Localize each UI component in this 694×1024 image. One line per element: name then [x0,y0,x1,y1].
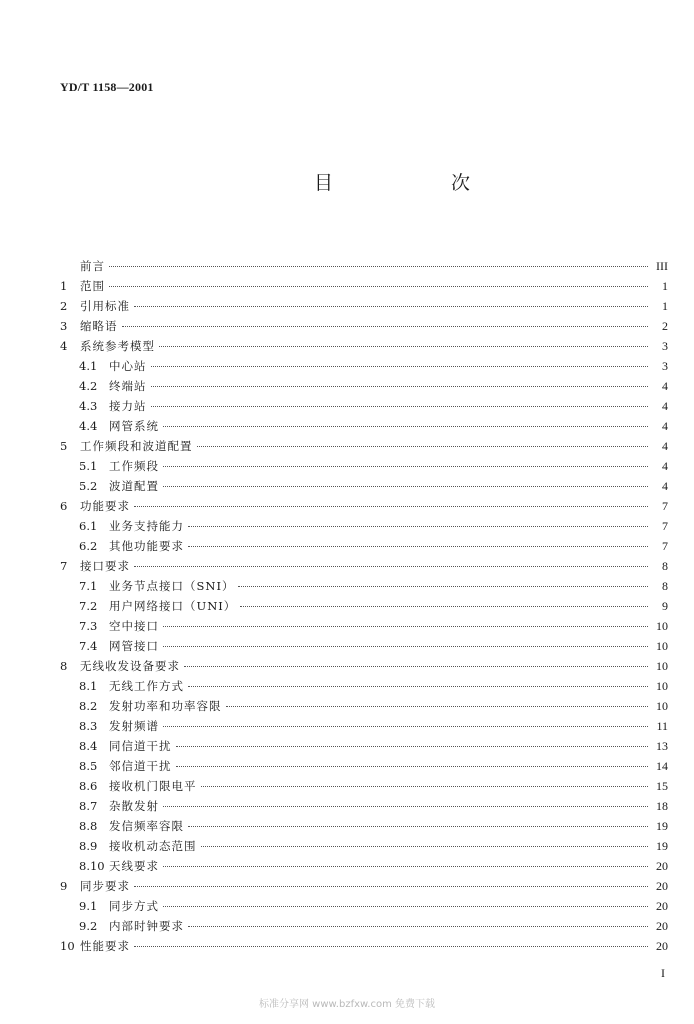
toc-entry-label: 同信道干扰 [109,739,172,753]
toc-entry-label: 工作频段 [109,459,159,473]
toc-entry-label: 天线要求 [109,859,159,873]
toc-entry-label: 网管系统 [109,419,159,433]
dot-leader [163,806,648,807]
toc-entry-label: 接收机动态范围 [109,839,197,853]
toc-entry-number: 10 [60,939,75,953]
toc-entry-number: 8.8 [79,819,98,833]
document-code: YD/T 1158—2001 [60,80,154,94]
dot-leader [176,766,649,767]
toc-entry-page: 19 [656,839,668,853]
toc-entry-number: 1 [60,279,68,293]
toc-entry-page: 20 [656,859,668,873]
dot-leader [226,706,649,707]
dot-leader [109,266,648,267]
dot-leader [134,566,648,567]
toc-entry[interactable] [60,298,668,318]
toc-entry-page: 10 [656,639,668,653]
toc-entry-label: 同步要求 [80,879,130,893]
toc-entry-label: 接力站 [109,399,147,413]
toc-entry[interactable] [60,258,668,278]
toc-entry-page: 20 [656,879,668,893]
toc-entry-label: 空中接口 [109,619,159,633]
toc-entry-label: 同步方式 [109,899,159,913]
dot-leader [109,286,648,287]
table-of-contents [60,258,668,958]
toc-entry-number: 4.1 [79,359,98,373]
toc-entry-number: 8.7 [79,799,98,813]
toc-entry-label: 终端站 [109,379,147,393]
toc-entry-number: 6.2 [79,539,98,553]
dot-leader [163,466,648,467]
dot-leader [176,746,649,747]
toc-entry-number: 5 [60,439,68,453]
toc-entry-label: 发射功率和功率容限 [109,699,222,713]
dot-leader [122,326,649,327]
toc-entry-page: 3 [662,339,668,353]
toc-entry-number: 4.4 [79,419,98,433]
toc-entry-page: III [656,259,668,273]
toc-entry-label: 波道配置 [109,479,159,493]
page-number: I [661,966,665,980]
toc-entry-page: 10 [656,679,668,693]
toc-entry-label: 网管接口 [109,639,159,653]
toc-entry-number: 8.10 [79,859,105,873]
toc-entry-label: 范围 [80,279,105,293]
toc-entry-number: 8.3 [79,719,98,733]
toc-entry[interactable] [60,358,668,378]
dot-leader [163,646,648,647]
toc-entry-number: 6 [60,499,68,513]
toc-entry[interactable] [60,818,668,838]
toc-entry-page: 4 [662,479,668,493]
dot-leader [151,386,649,387]
toc-entry[interactable] [60,798,668,818]
dot-leader [197,446,649,447]
toc-entry[interactable] [60,338,668,358]
toc-entry-label: 发射频谱 [109,719,159,733]
dot-leader [163,626,648,627]
toc-entry-page: 8 [662,559,668,573]
dot-leader [201,786,649,787]
dot-leader [134,946,648,947]
toc-entry[interactable] [60,558,668,578]
toc-entry-number: 8.1 [79,679,98,693]
toc-entry-page: 20 [656,919,668,933]
toc-entry[interactable] [60,538,668,558]
toc-entry[interactable] [60,658,668,678]
toc-entry-page: 7 [662,519,668,533]
page-title: 目 次 [314,172,527,194]
toc-entry-label: 其他功能要求 [109,539,184,553]
toc-entry-number: 7.4 [79,639,98,653]
toc-entry-number: 9.1 [79,899,98,913]
dot-leader [184,666,648,667]
toc-entry[interactable] [60,398,668,418]
toc-entry[interactable] [60,898,668,918]
toc-entry-number: 9 [60,879,68,893]
toc-entry[interactable] [60,458,668,478]
toc-entry-number: 8.9 [79,839,98,853]
toc-entry-label: 缩略语 [80,319,118,333]
toc-entry[interactable] [60,378,668,398]
dot-leader [134,306,648,307]
toc-entry-label: 发信频率容限 [109,819,184,833]
toc-entry[interactable] [60,918,668,938]
toc-entry-label: 引用标准 [80,299,130,313]
toc-entry-label: 内部时钟要求 [109,919,184,933]
dot-leader [240,606,648,607]
toc-entry-page: 15 [656,779,668,793]
toc-entry-label: 系统参考模型 [80,339,155,353]
toc-entry-number: 6.1 [79,519,98,533]
watermark: 标准分享网 www.bzfxw.com 免费下载 [259,999,435,1010]
dot-leader [163,906,648,907]
toc-entry[interactable] [60,878,668,898]
toc-entry-number: 5.1 [79,459,98,473]
dot-leader [134,886,648,887]
dot-leader [188,526,648,527]
toc-entry-page: 4 [662,379,668,393]
dot-leader [201,846,649,847]
dot-leader [238,586,648,587]
dot-leader [188,826,648,827]
toc-entry-label: 工作频段和波道配置 [80,439,193,453]
toc-entry-page: 4 [662,419,668,433]
toc-entry-page: 1 [662,279,668,293]
toc-entry[interactable] [60,318,668,338]
toc-entry[interactable] [60,778,668,798]
toc-entry-number: 7 [60,559,68,573]
toc-entry[interactable] [60,758,668,778]
dot-leader [159,346,648,347]
toc-entry-label: 邻信道干扰 [109,759,172,773]
toc-entry-page: 4 [662,459,668,473]
toc-entry-number: 7.3 [79,619,98,633]
toc-entry-number: 5.2 [79,479,98,493]
toc-entry[interactable] [60,578,668,598]
dot-leader [163,866,648,867]
dot-leader [151,406,649,407]
toc-entry-page: 11 [656,719,668,733]
toc-entry[interactable] [60,278,668,298]
dot-leader [163,486,648,487]
toc-entry-page: 13 [656,739,668,753]
toc-entry[interactable] [60,738,668,758]
toc-entry-page: 7 [662,539,668,553]
toc-entry-page: 1 [662,299,668,313]
toc-entry-label: 业务支持能力 [109,519,184,533]
toc-entry-page: 20 [656,899,668,913]
toc-entry[interactable] [60,438,668,458]
toc-entry[interactable] [60,938,668,958]
toc-entry-page: 9 [662,599,668,613]
toc-entry-number: 4 [60,339,68,353]
toc-entry-page: 10 [656,659,668,673]
toc-entry-number: 8.2 [79,699,98,713]
toc-entry-page: 4 [662,399,668,413]
toc-entry[interactable] [60,498,668,518]
toc-entry-number: 4.3 [79,399,98,413]
toc-entry-label: 中心站 [109,359,147,373]
toc-entry-label: 业务节点接口（SNI） [109,579,235,593]
toc-entry-label: 性能要求 [80,939,130,953]
toc-entry-number: 8 [60,659,68,673]
toc-entry-number: 7.1 [79,579,98,593]
dot-leader [188,546,648,547]
toc-entry-page: 10 [656,619,668,633]
dot-leader [188,686,648,687]
toc-entry-page: 8 [662,579,668,593]
toc-entry[interactable] [60,678,668,698]
dot-leader [163,726,648,727]
dot-leader [151,366,649,367]
toc-entry-number: 3 [60,319,68,333]
toc-entry-number: 8.6 [79,779,98,793]
toc-entry-label: 接收机门限电平 [109,779,197,793]
toc-entry-number: 7.2 [79,599,98,613]
toc-entry[interactable] [60,618,668,638]
toc-entry[interactable] [60,518,668,538]
toc-entry-label: 无线工作方式 [109,679,184,693]
toc-entry-number: 4.2 [79,379,98,393]
toc-entry[interactable] [60,418,668,438]
dot-leader [163,426,648,427]
toc-entry-label: 功能要求 [80,499,130,513]
toc-entry[interactable] [60,698,668,718]
toc-entry-label: 前言 [80,259,105,273]
toc-entry[interactable] [60,718,668,738]
toc-entry-label: 接口要求 [80,559,130,573]
toc-entry-page: 7 [662,499,668,513]
toc-entry-page: 10 [656,699,668,713]
toc-entry-page: 2 [662,319,668,333]
toc-entry-number: 8.5 [79,759,98,773]
toc-entry[interactable] [60,638,668,658]
toc-entry-page: 20 [656,939,668,953]
toc-entry-number: 9.2 [79,919,98,933]
dot-leader [134,506,648,507]
toc-entry-page: 14 [656,759,668,773]
toc-entry-label: 用户网络接口（UNI） [109,599,237,613]
toc-entry-number: 2 [60,299,68,313]
toc-entry-label: 杂散发射 [109,799,159,813]
toc-entry[interactable] [60,838,668,858]
toc-entry[interactable] [60,478,668,498]
toc-entry-page: 3 [662,359,668,373]
toc-entry-page: 18 [656,799,668,813]
toc-entry[interactable] [60,858,668,878]
toc-entry-label: 无线收发设备要求 [80,659,180,673]
dot-leader [188,926,648,927]
toc-entry-page: 4 [662,439,668,453]
toc-entry-page: 19 [656,819,668,833]
toc-entry-number: 8.4 [79,739,98,753]
toc-entry[interactable] [60,598,668,618]
